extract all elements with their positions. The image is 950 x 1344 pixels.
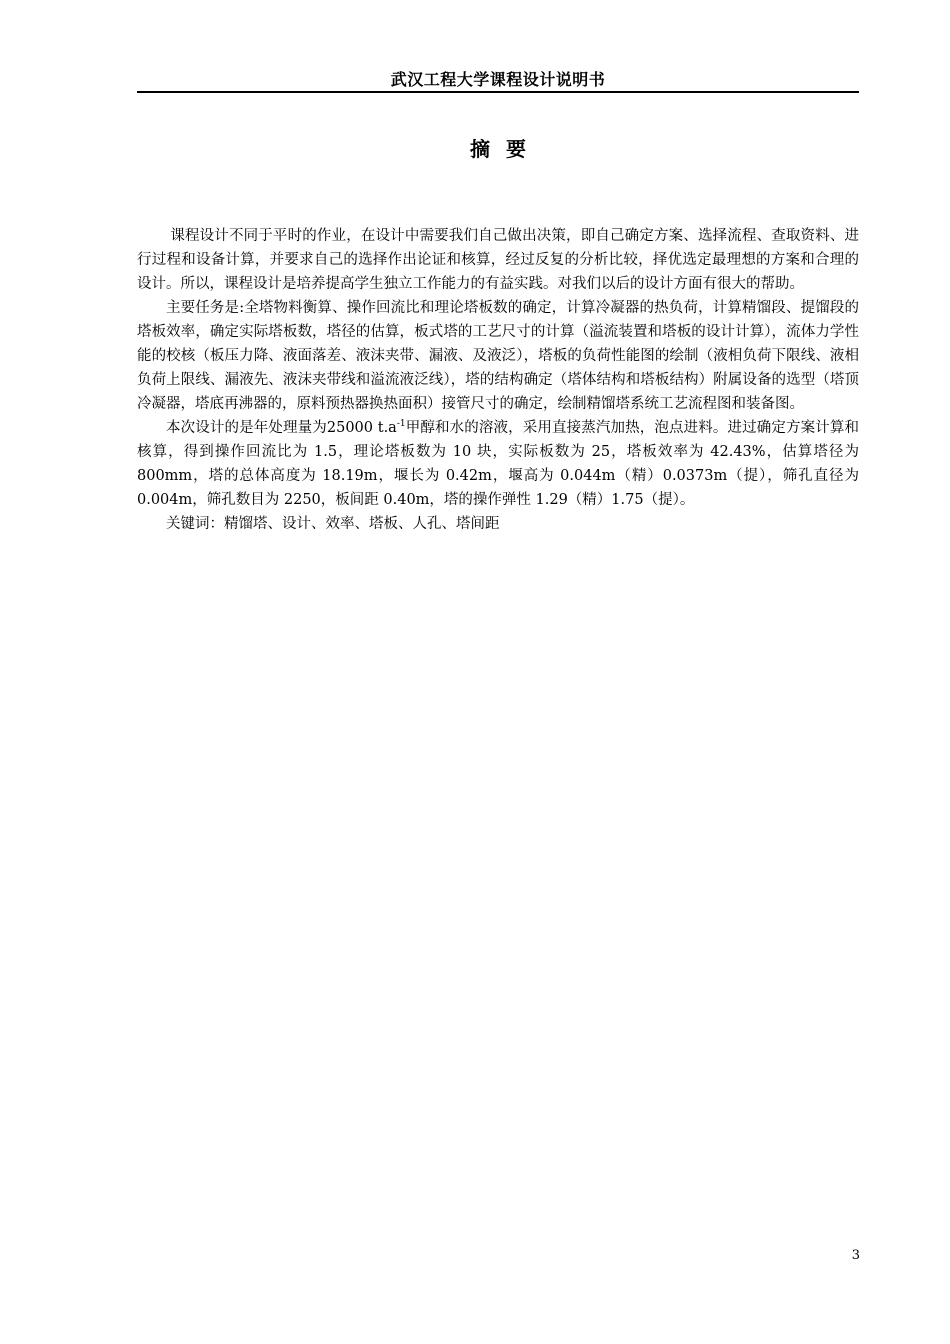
abstract-body [137, 224, 859, 536]
paragraph-3-rest: 甲醇和水的溶液，采用直接蒸汽加热，泡点进料。进过确定方案计算和核算，得到操作回流比为 1.5，理论塔板数为 10 块，实际板数为 25，塔板效率为 42.43%，估算塔径为 800mm，塔的总体高度为 18.19m，堰长为 0.42m，堰高为 0.044m（精）0.0373m（提），筛孔直径为 0.004m，筛孔数目为 2250，板间距 0.40m，塔的操作弹性 1.29（精）1.75（提）。 [137, 420, 859, 508]
abstract-paragraph-2: 主要任务是:全塔物料衡算、操作回流比和理论塔板数的确定，计算冷凝器的热负荷，计算精馏段、提馏段的塔板效率，确定实际塔板数，塔径的估算，板式塔的工艺尺寸的计算（溢流装置和塔板的设计计算），流体力学性能的校核（板压力降、液面落差、液沫夹带、漏液、及液泛），塔板的负荷性能图的绘制（液相负荷下限线、液相负荷上限线、漏液先、液沫夹带线和溢流液泛线），塔的结构确定（塔体结构和塔板结构）附属设备的选型（塔顶冷凝器，塔底再沸器的，原料预热器换热面积）接管尺寸的确定，绘制精馏塔系统工艺流程图和装备图。 [137, 300, 859, 412]
unit-exponent: -1 [396, 419, 406, 429]
keywords-line: 关键词：精馏塔、设计、效率、塔板、人孔、塔间距 [166, 516, 500, 532]
header-divider [137, 91, 859, 93]
paragraph-3-lead: 本次设计的是年处理量为25000 t.a [166, 420, 397, 436]
page-header-title: 武汉工程大学课程设计说明书 [390, 70, 606, 89]
abstract-heading: 摘要 [470, 137, 542, 161]
abstract-paragraph-3 [137, 416, 859, 512]
page-number: 3 [851, 1248, 860, 1263]
abstract-paragraph-1: 课程设计不同于平时的作业，在设计中需要我们自己做出决策，即自己确定方案、选择流程、查取资料、进行过程和设备计算，并要求自己的选择作出论证和核算，经过反复的分析比较，择优选定最理想的方案和合理的设计。所以，课程设计是培养提高学生独立工作能力的有益实践。对我们以后的设计方面有很大的帮助。 [137, 228, 859, 292]
